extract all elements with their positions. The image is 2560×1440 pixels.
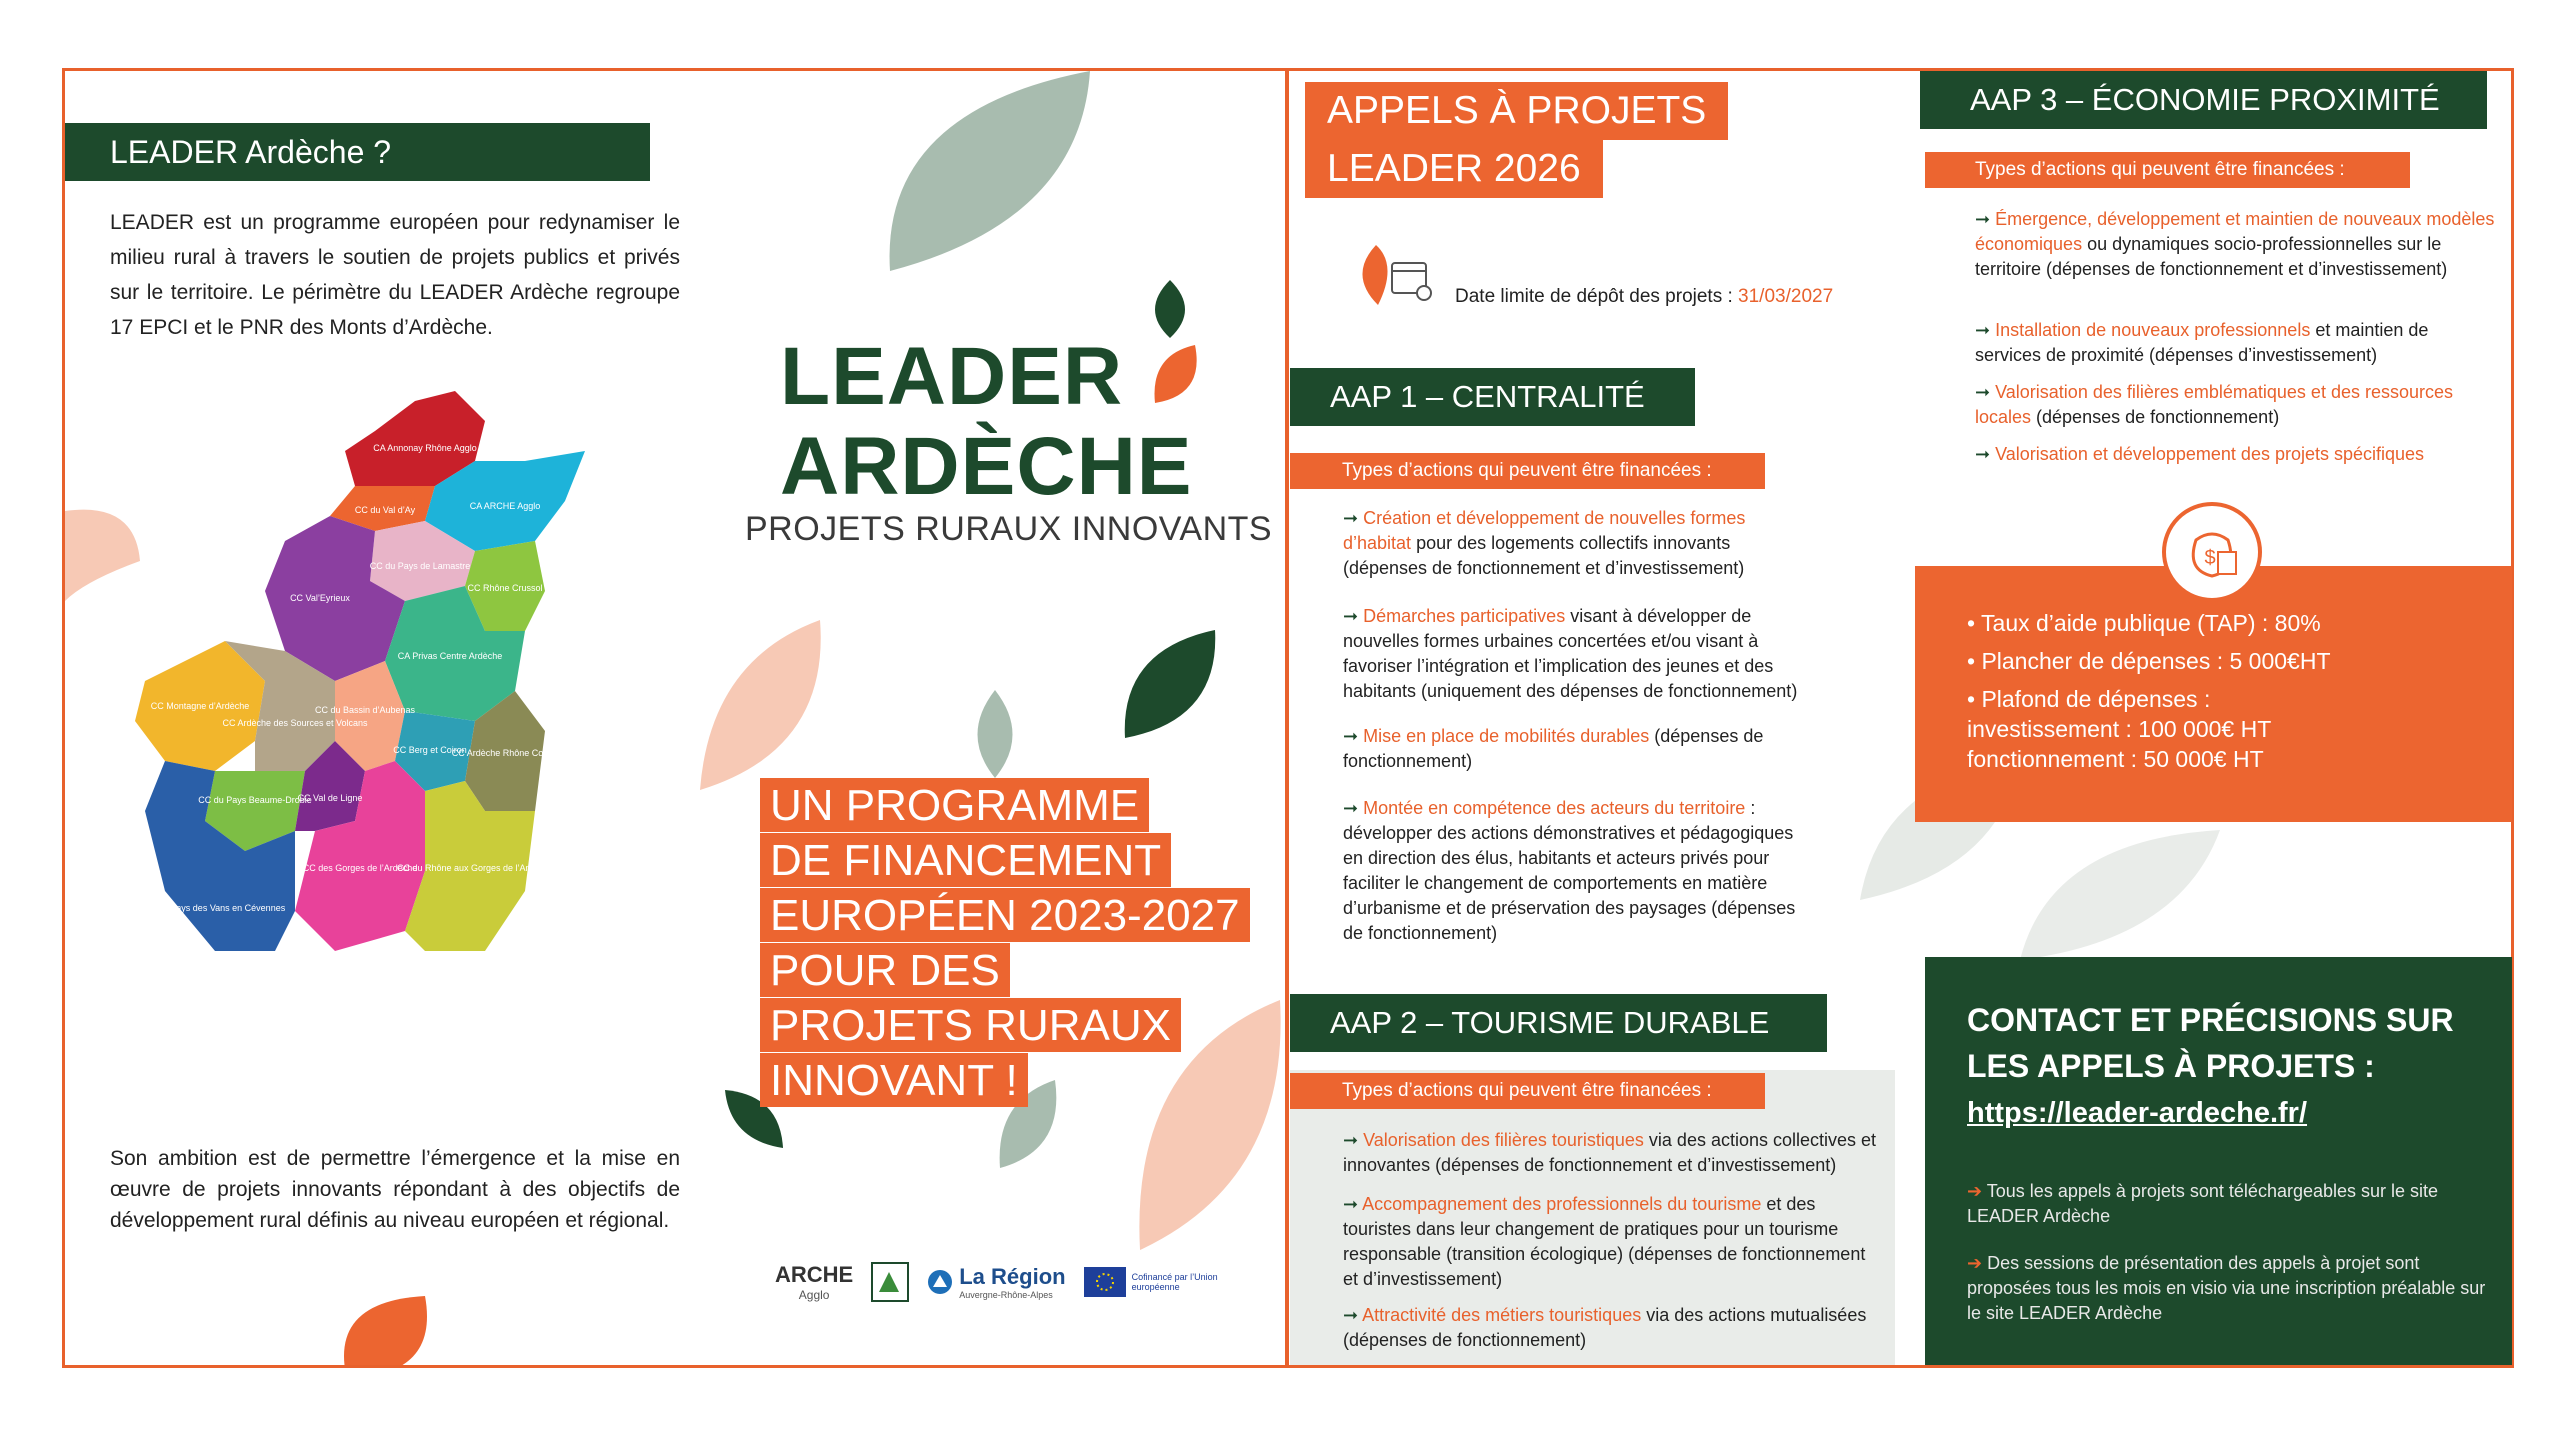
map-label-sources: CC Ardèche des Sources et Volcans: [222, 718, 368, 728]
leaf-decoration: [700, 620, 830, 790]
logo-ardeche: ARDÈCHE: [780, 421, 1193, 512]
panel-divider: [1286, 68, 1289, 1368]
svg-text:$: $: [2204, 547, 2216, 569]
aap1-item: ➞ Montée en compétence des acteurs du territoire : développer des actions démonstratives et pédagogiques en direction des élus, habitants et acteurs privés pour faciliter le changement de comportements en matière d’urbanisme et de préservation des paysages (dépenses de fonctionnement): [1343, 798, 1796, 943]
aap3-item: ➞ Émergence, développement et maintien de nouveaux modèles économiques ou dynamiques socio-professionnelles sur le territoire (dépenses de fonctionnement et d’investissement): [1975, 209, 2495, 279]
cover-line: EUROPÉEN 2023-2027: [760, 888, 1250, 942]
stat-plafond: • Plafond de dépenses :: [1967, 686, 2211, 712]
map-label-valdeligne: CC Val de Ligne: [297, 793, 363, 803]
about-intro: LEADER est un programme européen pour redynamiser le milieu rural à travers le soutien de projets publics et privés sur le territoire. Le périmètre du LEADER Ardèche regroupe 17 EPCI et le PNR des Monts d’Ardèche.: [110, 211, 680, 339]
aap2-title: AAP 2 – TOURISME DURABLE: [1290, 994, 1827, 1052]
map-label-rhonegorges: CC du Rhône aux Gorges de l’Ardèche: [396, 863, 554, 873]
aap2-types-label: Types d’actions qui peuvent être financées :: [1290, 1073, 1765, 1109]
logo-eu: Cofinancé par l’Union européenne: [1084, 1267, 1227, 1297]
money-bag-icon: [2160, 500, 2264, 604]
map-label-aubenas: CC du Bassin d’Aubenas: [314, 705, 416, 715]
leaf-decoration: [1120, 630, 1220, 740]
calendar-icon: [1358, 245, 1448, 315]
contact-block: [1925, 957, 2512, 1365]
map-label-privas: CA Privas Centre Ardèche: [397, 651, 503, 661]
aap1-item: ➞ Création et développement de nouvelles formes d’habitat pour des logements collectifs innovants (dépenses de fonctionnement et d’investissement): [1343, 508, 1746, 578]
cover-tagline: PROJETS RURAUX INNOVANTS: [745, 510, 1273, 548]
map-label-montagne: CC Montagne d’Ardèche: [150, 701, 250, 711]
leaf-decoration: [880, 71, 1100, 271]
map-label-beaume: CC du Pays Beaume-Drobie: [198, 795, 312, 805]
logo-region: La Région Auvergne-Rhône-Alpes: [927, 1264, 1065, 1300]
aap2-item: ➞ Attractivité des métiers touristiques via des actions mutualisées (dépenses de fonctionnement): [1343, 1305, 1867, 1350]
map-label-annonay: CA Annonay Rhône Agglo: [373, 443, 477, 453]
website-link[interactable]: https://leader-ardeche.fr/: [1967, 1097, 2308, 1129]
stat-plancher: • Plancher de dépenses : 5 000€HT: [1967, 648, 2331, 674]
region-icon: [927, 1269, 953, 1295]
aap3-item: ➞ Valorisation et développement des projets spécifiques: [1975, 444, 2425, 464]
aap3-item: ➞ Valorisation des filières emblématiques et des ressources locales (dépenses de fonctionnement): [1975, 382, 2453, 427]
eu-flag-icon: [1084, 1267, 1126, 1297]
about-ambition: Son ambition est de permettre l’émergence et la mise en œuvre de projets innovants répondant à des objectifs de développement rural définis au niveau européen et régional.: [110, 1147, 680, 1232]
cover-line: UN PROGRAMME: [760, 778, 1149, 832]
cover-line: PROJETS RURAUX: [760, 998, 1181, 1052]
aap-heading-line1: APPELS À PROJETS: [1305, 82, 1728, 140]
funding-stats: [1915, 566, 2512, 822]
stat-tap: • Taux d’aide publique (TAP) : 80%: [1967, 610, 2321, 636]
contact-note: ➔ Des sessions de présentation des appels à projet sont proposées tous les mois en visio via une inscription préalable sur le site LEADER Ardèche: [1967, 1253, 2486, 1323]
deadline-label: Date limite de dépôt des projets :: [1455, 286, 1733, 307]
leader-eu-icon: [871, 1262, 909, 1302]
deadline-date: 31/03/2027: [1738, 286, 1834, 307]
cover-line: DE FINANCEMENT: [760, 833, 1171, 887]
contact-title: CONTACT ET PRÉCISIONS SUR LES APPELS À PROJETS :: [1967, 1002, 2454, 1084]
aap1-item: ➞ Mise en place de mobilités durables (dépenses de fonctionnement): [1343, 726, 1764, 771]
aap3-types-label: Types d’actions qui peuvent être financées :: [1925, 152, 2410, 188]
map-label-berg: CC Berg et Coiron: [393, 745, 467, 755]
stat-fonct: fonctionnement : 50 000€ HT: [1967, 746, 2264, 772]
about-title: LEADER Ardèche ?: [65, 123, 650, 181]
leaf-decoration: [1150, 345, 1200, 405]
leaf-decoration: [335, 1291, 445, 1365]
map-label-vans: CC Pays des Vans en Cévennes: [154, 903, 286, 913]
leaf-decoration: [1140, 280, 1200, 340]
aap2-item: ➞ Accompagnement des professionnels du tourisme et des touristes dans leur changement de pratiques pour un tourisme responsable (transition écologique) (dépenses de fonctionnement et d’investissement): [1343, 1194, 1866, 1289]
map-label-valeyrieux: CC Val’Eyrieux: [290, 593, 350, 603]
aap1-types-label: Types d’actions qui peuvent être financées :: [1290, 453, 1765, 489]
partner-logos: [775, 1262, 1227, 1302]
leaf-decoration: [960, 690, 1030, 780]
cover-headline: [760, 778, 1250, 1108]
aap1-title: AAP 1 – CENTRALITÉ: [1290, 368, 1695, 426]
aap3-title: AAP 3 – ÉCONOMIE PROXIMITÉ: [1920, 71, 2487, 129]
panel-about: [65, 71, 1285, 1365]
map-label-arche: CA ARCHE Agglo: [469, 501, 541, 511]
aap1-item: ➞ Démarches participatives visant à développer de nouvelles formes urbaines concertées et/ou visant à favoriser l’intégration et l’implication des jeunes et des habitants (uniquement des dépenses de fonctionnement): [1343, 606, 1798, 701]
deadline: [1455, 286, 1833, 308]
map-label-rhonecoiron: CC Ardèche Rhône Coiron: [451, 748, 559, 758]
aap3-item: ➞ Installation de nouveaux professionnels et maintien de services de proximité (dépenses d’investissement): [1975, 320, 2429, 365]
stat-invest: investissement : 100 000€ HT: [1967, 716, 2272, 742]
logo-arche-agglo: ARCHE Agglo: [775, 1262, 854, 1302]
map-label-gorges: CC des Gorges de l’Ardèche: [302, 863, 418, 873]
leaf-decoration: [2020, 830, 2220, 960]
cover-line: INNOVANT !: [760, 1053, 1028, 1107]
aap-heading-line2: LEADER 2026: [1305, 140, 1603, 198]
logo-leader: LEADER: [780, 331, 1124, 422]
map-label-rhonecrussol: CC Rhône Crussol: [467, 583, 543, 593]
aap2-item: ➞ Valorisation des filières touristiques via des actions collectives et innovantes (dépenses de fonctionnement et d’investissement): [1343, 1130, 1877, 1175]
contact-note: ➔ Tous les appels à projets sont téléchargeables sur le site LEADER Ardèche: [1967, 1181, 2439, 1226]
map-label-valday: CC du Val d’Ay: [354, 505, 416, 515]
ardeche-epci-map: [105, 391, 675, 1201]
cover-line: POUR DES: [760, 943, 1010, 997]
map-label-lamastre: CC du Pays de Lamastre: [369, 561, 471, 571]
